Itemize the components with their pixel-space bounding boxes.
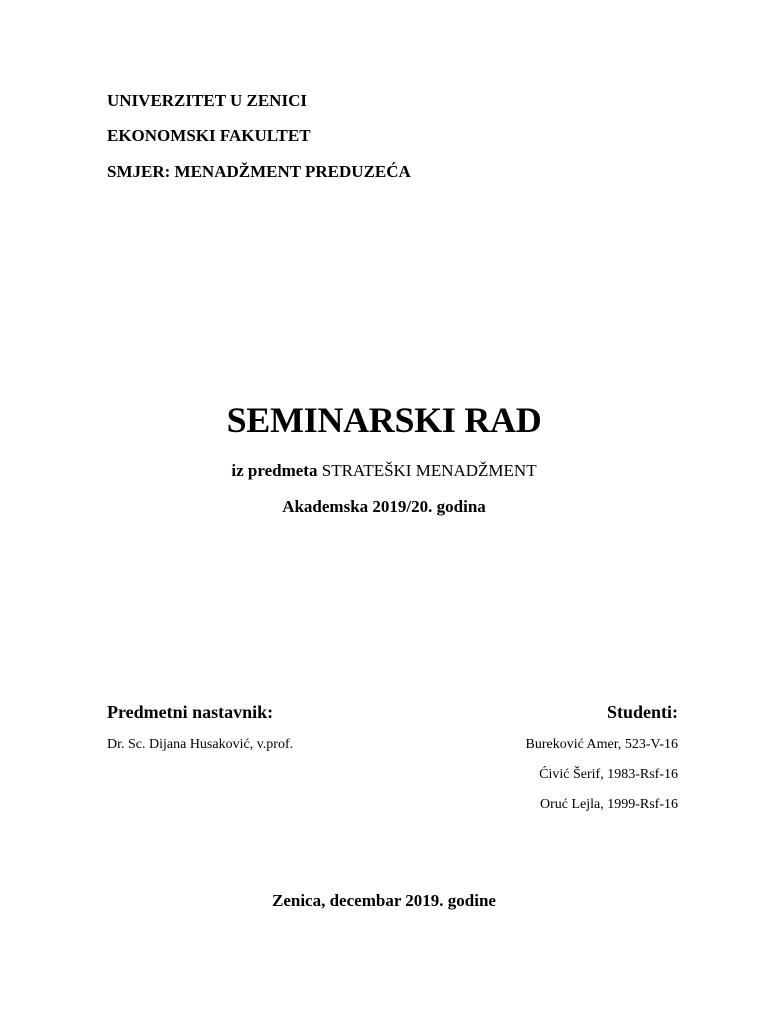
student-item: Ćivić Šerif, 1983-Rsf-16	[539, 767, 678, 782]
faculty-name: EKONOMSKI FAKULTET	[107, 126, 311, 145]
students-list	[525, 736, 678, 826]
academic-year: Akademska 2019/20. godina	[282, 497, 486, 516]
university-name: UNIVERZITET U ZENICI	[107, 91, 307, 110]
students-label: Studenti:	[606, 702, 678, 722]
document-title: SEMINARSKI RAD	[226, 400, 542, 440]
student-item: Oruć Lejla, 1999-Rsf-16	[539, 797, 678, 812]
student-item: Bureković Amer, 523-V-16	[525, 737, 678, 752]
study-direction: SMJER: MENADŽMENT PREDUZEĆA	[107, 162, 411, 181]
teacher-label: Predmetni nastavnik:	[107, 702, 274, 722]
subject-line	[0, 460, 768, 482]
teacher-name: Dr. Sc. Dijana Husaković, v.prof.	[107, 737, 294, 752]
subject-name: STRATEŠKI MENADŽMENT	[321, 461, 537, 480]
place-and-date: Zenica, decembar 2019. godine	[272, 891, 496, 910]
subject-prefix: iz predmeta	[231, 461, 322, 480]
